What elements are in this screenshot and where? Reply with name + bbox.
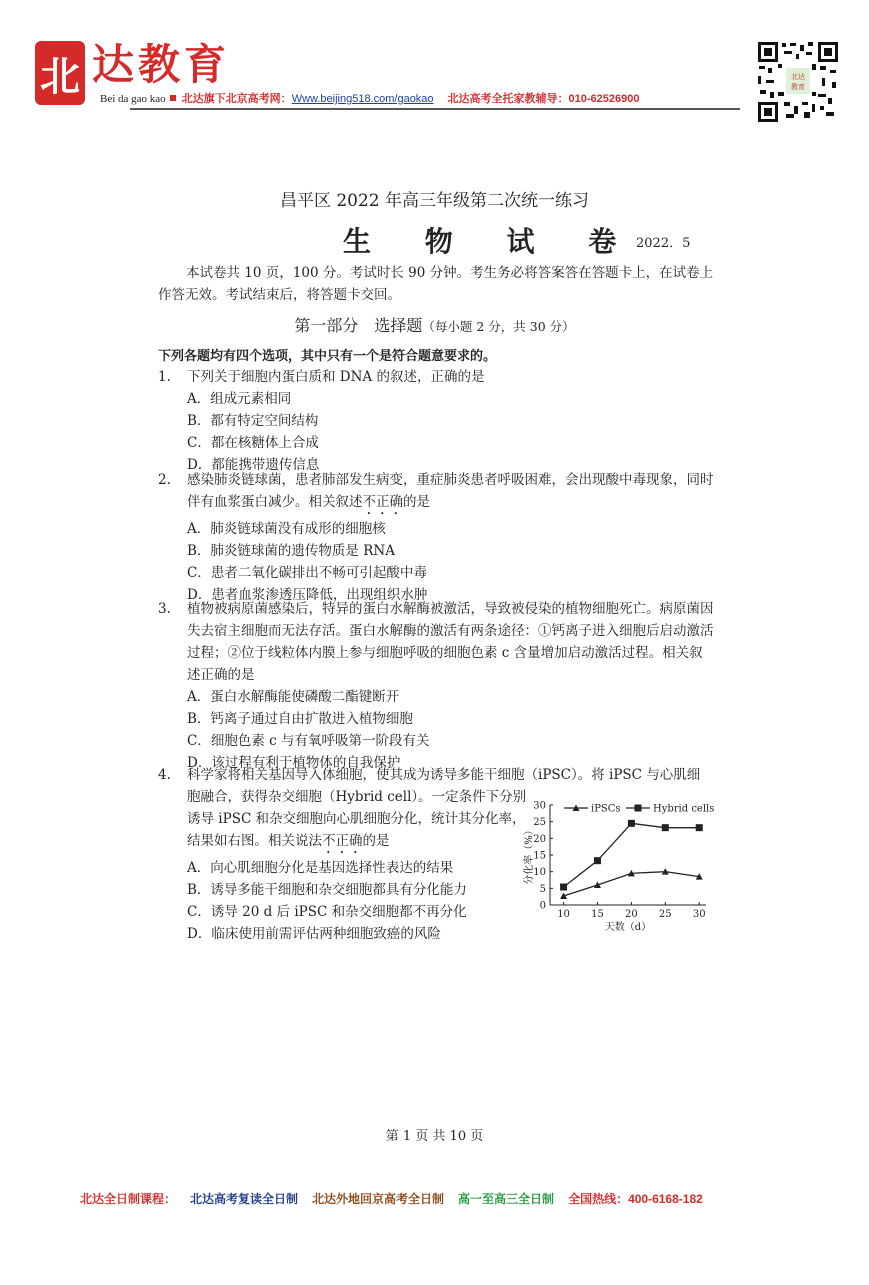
option-d: D．都能携带遗传信息 bbox=[187, 457, 320, 473]
series-line-hybrid-cells bbox=[564, 823, 700, 887]
y-tick-label: 15 bbox=[533, 850, 546, 862]
question-stem: 植物被病原菌感染后，特异的蛋白水解酶被激活，导致被侵染的植物细胞死亡。病原菌因失去宿主细胞而无法存活。蛋白水解酶的激活有两条途径：①钙离子进入细胞后启动激活过程；②位于线粒体内膜上参与细胞呼吸的细胞色素 c 含量增加启动激活过程。相关叙述正确的是 bbox=[187, 601, 714, 683]
data-point-hybrid-cells bbox=[696, 824, 703, 831]
data-point-hybrid-cells bbox=[662, 824, 669, 831]
question-number: 1. bbox=[158, 369, 171, 385]
exam-date: 2022．5 bbox=[636, 236, 691, 251]
x-tick-label: 20 bbox=[625, 909, 638, 920]
option-a: A．向心肌细胞分化是基因选择性表达的结果 bbox=[187, 860, 454, 876]
question-2 bbox=[158, 469, 714, 606]
site-link[interactable]: Www.beijing518.com/gaokao bbox=[291, 93, 434, 105]
option-d: D．患者血浆渗透压降低，出现组织水肿 bbox=[187, 587, 428, 603]
option-c: C．都在核糖体上合成 bbox=[187, 435, 319, 451]
qr-code-icon bbox=[756, 40, 840, 124]
part-note: （每小题 2 分，共 30 分） bbox=[422, 319, 575, 334]
data-point-hybrid-cells bbox=[594, 857, 601, 864]
x-tick-label: 15 bbox=[591, 909, 604, 920]
exam-title: 生 物 试 卷 bbox=[343, 225, 639, 258]
question-stem: 下列关于细胞内蛋白质和 DNA 的叙述，正确的是 bbox=[187, 369, 485, 385]
option-d: D．临床使用前需评估两种细胞致癌的风险 bbox=[187, 926, 441, 942]
y-tick-label: 30 bbox=[533, 800, 546, 812]
question-3 bbox=[158, 598, 714, 774]
svg-text:教育: 教育 bbox=[791, 83, 805, 91]
tutor-hotline: 北达高考全托家教辅导：010-62526900 bbox=[447, 93, 640, 105]
differentiation-rate-chart bbox=[520, 795, 720, 935]
legend-label-hybrid-cells: Hybrid cells bbox=[653, 803, 715, 815]
option-c: C．细胞色素 c 与有氧呼吸第一阶段有关 bbox=[187, 733, 430, 749]
question-stem bbox=[187, 786, 527, 857]
data-point-hybrid-cells bbox=[628, 820, 635, 827]
legend-label-ipscs: iPSCs bbox=[591, 803, 621, 815]
logo-mark: 北 bbox=[35, 41, 85, 105]
question-1 bbox=[158, 366, 714, 476]
header-divider bbox=[130, 108, 740, 110]
y-tick-label: 20 bbox=[533, 833, 546, 845]
option-a: A．肺炎链球菌没有成形的细胞核 bbox=[187, 521, 386, 537]
option-b: B．都有特定空间结构 bbox=[187, 413, 319, 429]
footer-banner bbox=[80, 1190, 717, 1207]
exam-intro: 本试卷共 10 页，100 分。考试时长 90 分钟。考生务必将答案答在答题卡上，在试卷上作答无效。考试结束后，将答题卡交回。 bbox=[158, 265, 714, 303]
y-tick-label: 25 bbox=[533, 817, 546, 829]
page-number: 第 1 页 共 10 页 bbox=[385, 1129, 484, 1144]
brand-pinyin: Bei da gao kao bbox=[100, 93, 166, 105]
site-label: 北达旗下北京高考网： bbox=[181, 93, 292, 105]
emphasis-text: 不正确 bbox=[362, 494, 403, 510]
option-d: D．该过程有利于植物体的自我保护 bbox=[187, 755, 401, 771]
y-tick-label: 10 bbox=[533, 867, 546, 879]
legend-marker-hybrid-cells bbox=[635, 805, 642, 812]
question-number: 2. bbox=[158, 472, 171, 488]
footer-item-4: 全国热线：400-6168-182 bbox=[568, 1192, 703, 1206]
question-stem bbox=[187, 469, 714, 518]
part-title: 第一部分 选择题 bbox=[294, 316, 423, 335]
option-a: A．蛋白水解酶能使磷酸二酯键断开 bbox=[187, 689, 400, 705]
y-axis-label: 分化率（%） bbox=[524, 825, 535, 885]
footer-item-0: 北达全日制课程： bbox=[80, 1192, 177, 1206]
part-heading bbox=[0, 313, 869, 336]
exam-subtitle: 昌平区 2022 年高三年级第二次统一练习 bbox=[279, 191, 590, 211]
stem-text-end: 的是 bbox=[403, 494, 430, 510]
question-number: 4. bbox=[158, 767, 171, 783]
x-tick-label: 30 bbox=[692, 909, 706, 920]
square-bullet-icon bbox=[170, 95, 176, 101]
footer-item-1: 北达高考复读全日制 bbox=[190, 1192, 299, 1206]
logo-text: 达教育 bbox=[92, 40, 231, 89]
footer-item-2: 北达外地回京高考全日制 bbox=[312, 1192, 445, 1206]
data-point-hybrid-cells bbox=[560, 884, 567, 891]
stem-text: 感染肺炎链球菌，患者肺部发生病变，重症肺炎患者呼吸困难，会出现酸中毒现象，同时伴有血浆蛋白减少。相关叙述 bbox=[187, 472, 714, 510]
option-a: A．组成元素相同 bbox=[187, 391, 292, 407]
question-stem-line1: 科学家将相关基因导入体细胞，使其成为诱导多能干细胞（iPSC）。将 iPSC 与心肌细 bbox=[187, 767, 701, 783]
x-tick-label: 10 bbox=[557, 909, 570, 920]
y-tick-label: 0 bbox=[539, 900, 546, 912]
stem-text: 胞融合，获得杂交细胞（Hybrid cell）。一定条件下分别诱导 iPSC 和杂交细胞向心肌细胞分化，统计其分化率，结果如右图。相关说法 bbox=[187, 789, 527, 849]
x-tick-label: 25 bbox=[658, 909, 672, 920]
instructions: 下列各题均有四个选项，其中只有一个是符合题意要求的。 bbox=[158, 349, 497, 364]
question-number: 3. bbox=[158, 601, 171, 617]
option-b: B．钙离子通过自由扩散进入植物细胞 bbox=[187, 711, 413, 727]
x-axis-label: 天数（d） bbox=[604, 922, 652, 933]
header-banner bbox=[100, 90, 640, 106]
svg-text:北达: 北达 bbox=[791, 73, 805, 81]
y-tick-label: 5 bbox=[539, 883, 546, 895]
option-c: C．患者二氧化碳排出不畅可引起酸中毒 bbox=[187, 565, 427, 581]
option-b: B．诱导多能干细胞和杂交细胞都具有分化能力 bbox=[187, 882, 467, 898]
footer-item-3: 高一至高三全日制 bbox=[458, 1192, 555, 1206]
emphasis-text: 不正确 bbox=[322, 833, 363, 849]
option-c: C．诱导 20 d 后 iPSC 和杂交细胞都不再分化 bbox=[187, 904, 467, 920]
stem-text-end: 的是 bbox=[362, 833, 390, 849]
option-b: B．肺炎链球菌的遗传物质是 RNA bbox=[187, 543, 395, 559]
